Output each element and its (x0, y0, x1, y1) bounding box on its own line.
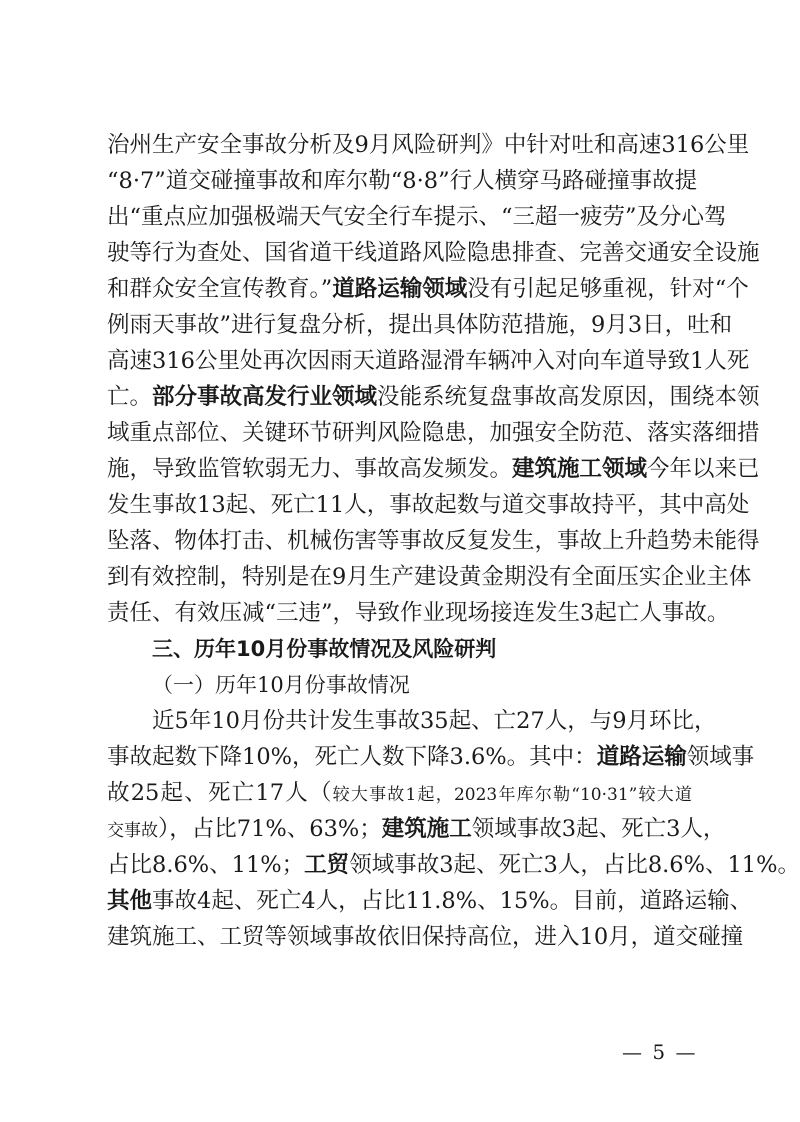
bold-term: 建筑施工 (381, 816, 472, 842)
note-text: 较大事故1起，2023年库尔勒“10·31”较大道 (332, 785, 692, 805)
text-run: 领域事 (686, 744, 755, 770)
text-line (107, 451, 760, 487)
text-run: 今年以来已 (647, 456, 760, 482)
body-text (107, 127, 800, 955)
text-line (107, 271, 749, 307)
text-run: 治州生产安全事故分析及9月风险研判》中针对吐和高速316公里 (107, 132, 750, 158)
text-run: 和群众安全宣传教育。” (107, 276, 333, 302)
text-line (107, 739, 755, 775)
text-run: 领域事故3起、死亡3人，占比8.6%、11%。 (349, 852, 800, 878)
text-run: 领域事故3起、死亡3人， (471, 816, 726, 842)
subsection-heading: （一）历年10月份事故情况 (152, 673, 410, 697)
text-run: 事故4起、死亡4人，占比11.8%、15%。目前，道路运输、 (152, 888, 753, 914)
text-run: 近5年10月份共计发生事故35起、亡27人，与9月环比， (152, 708, 717, 734)
text-line (107, 811, 726, 847)
text-line (107, 379, 760, 415)
text-run: 责任、有效压减“三违”，导致作业现场接连发生3起亡人事故。 (107, 600, 730, 626)
text-line (107, 127, 750, 163)
page-number: — 5 — (622, 1040, 698, 1064)
text-line (107, 415, 760, 451)
text-run: 到有效控制，特别是在9月生产建设黄金期没有全面压实企业主体 (107, 564, 752, 590)
note-text: 交事故 (107, 821, 158, 841)
text-line (107, 883, 753, 919)
text-run: 故25起、死亡17人（ (107, 780, 333, 806)
text-run: 坠落、物体打击、机械伤害等事故反复发生，事故上升趋势未能得 (107, 528, 760, 554)
text-run: 发生事故13起、死亡11人，事故起数与道交事故持平，其中高处 (107, 492, 750, 518)
text-run: 高速316公里处再次因雨天道路湿滑车辆冲入对向车道导致1人死 (107, 348, 750, 374)
text-run: “8·7”道交碰撞事故和库尔勒“8·8”行人横穿马路碰撞事故提 (107, 168, 698, 194)
bold-term: 道路运输 (596, 744, 687, 770)
text-line (107, 703, 717, 739)
text-line (107, 235, 760, 271)
text-run: ），占比71%、63%； (158, 816, 382, 842)
text-line (107, 559, 752, 595)
bold-term: 部分事故高发行业领域 (152, 384, 378, 410)
text-line (107, 163, 698, 199)
text-run: 亡。 (107, 384, 153, 410)
text-run: 例雨天事故”进行复盘分析，提出具体防范措施，9月3日，吐和 (107, 312, 733, 338)
bold-term: 道路运输领域 (332, 276, 468, 302)
text-line (107, 343, 750, 379)
text-line (107, 847, 800, 883)
text-run: 驶等行为查处、国省道干线道路风险隐患排查、完善交通安全设施 (107, 240, 760, 266)
text-run: 没能系统复盘事故高发原因，围绕本领 (377, 384, 760, 410)
text-run: 没有引起足够重视，针对“个 (467, 276, 749, 302)
bold-term: 建筑施工领域 (512, 456, 648, 482)
section-heading: 三、历年10月份事故情况及风险研判 (152, 637, 497, 661)
text-run: 占比8.6%、11%； (107, 852, 305, 878)
text-line (107, 487, 750, 523)
text-run: 事故起数下降10%，死亡人数下降3.6%。其中： (107, 744, 597, 770)
text-line (107, 199, 727, 235)
text-line (107, 919, 744, 955)
text-line (107, 595, 730, 631)
bold-term: 其他 (107, 888, 153, 914)
text-run: 施，导致监管软弱无力、事故高发频发。 (107, 456, 513, 482)
bold-term: 工贸 (304, 852, 350, 878)
text-line (107, 307, 733, 343)
text-line (107, 775, 692, 811)
text-run: 出“重点应加强极端天气安全行车提示、“三超一疲劳”及分心驾 (107, 204, 727, 230)
text-run: 建筑施工、工贸等领域事故依旧保持高位，进入10月，道交碰撞 (107, 924, 744, 950)
text-run: 域重点部位、关键环节研判风险隐患，加强安全防范、落实落细措 (107, 420, 760, 446)
text-line (107, 523, 760, 559)
